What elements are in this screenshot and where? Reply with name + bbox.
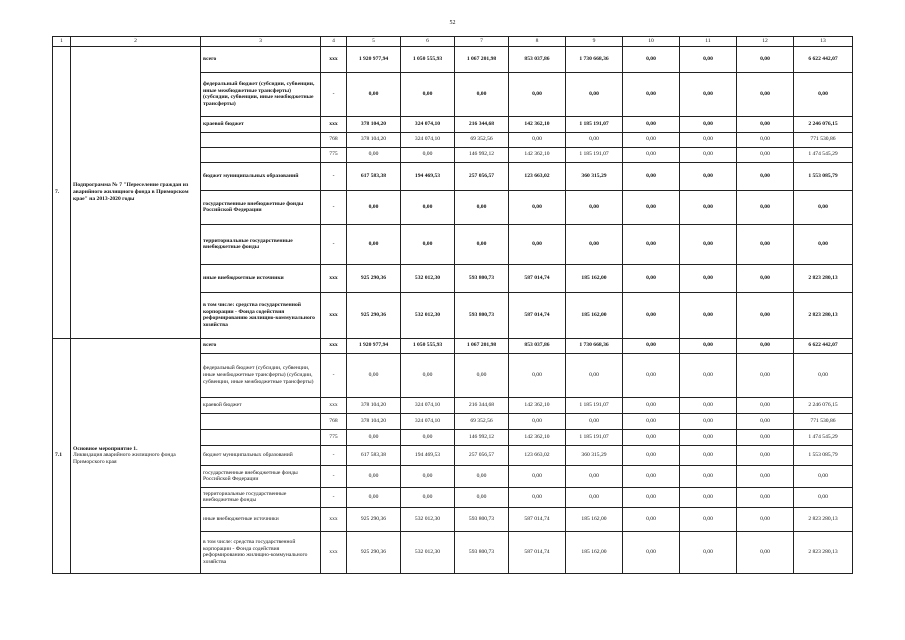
year-amount: 146 992,12 — [455, 429, 509, 445]
year-amount: 146 992,12 — [455, 147, 509, 162]
table-row — [53, 46, 853, 72]
year-amount: 0,00 — [509, 72, 566, 116]
year-amount: 0,00 — [680, 116, 737, 132]
budget-code: - — [321, 190, 347, 224]
budget-code: ххх — [321, 264, 347, 292]
column-number-cell: 4 — [321, 37, 347, 47]
total-amount: 0,00 — [794, 465, 853, 487]
year-amount: 0,00 — [737, 162, 794, 190]
year-amount: 0,00 — [347, 72, 401, 116]
year-amount: 593 800,73 — [455, 264, 509, 292]
year-amount: 532 012,30 — [401, 264, 455, 292]
year-amount: 0,00 — [680, 224, 737, 264]
column-number-cell: 6 — [401, 37, 455, 47]
year-amount: 1 185 191,07 — [566, 147, 623, 162]
year-amount: 0,00 — [737, 397, 794, 413]
year-amount: 0,00 — [566, 224, 623, 264]
year-amount: 0,00 — [680, 353, 737, 397]
year-amount: 925 290,36 — [347, 292, 401, 338]
year-amount: 1 050 555,93 — [401, 46, 455, 72]
year-amount: 0,00 — [566, 132, 623, 147]
year-amount: 593 800,73 — [455, 292, 509, 338]
year-amount: 0,00 — [566, 465, 623, 487]
funding-source: территориальные государственные внебюджетные фонды — [201, 487, 321, 507]
year-amount: 0,00 — [623, 116, 680, 132]
year-amount: 0,00 — [623, 429, 680, 445]
funding-source: государственные внебюджетные фонды Российской Федерации — [201, 190, 321, 224]
year-amount: 142 362,10 — [509, 397, 566, 413]
table-row — [53, 338, 853, 353]
year-amount: 194 469,53 — [401, 445, 455, 465]
year-amount: 0,00 — [347, 147, 401, 162]
year-amount: 925 290,36 — [347, 264, 401, 292]
year-amount: 324 074,10 — [401, 413, 455, 429]
year-amount: 0,00 — [623, 132, 680, 147]
year-amount: 0,00 — [347, 487, 401, 507]
year-amount: 0,00 — [680, 507, 737, 531]
year-amount: 0,00 — [737, 264, 794, 292]
total-amount: 2 823 280,13 — [794, 264, 853, 292]
column-number-cell: 1 — [53, 37, 71, 47]
year-amount: 532 012,30 — [401, 531, 455, 573]
year-amount: 324 074,10 — [401, 116, 455, 132]
year-amount: 142 362,10 — [509, 147, 566, 162]
year-amount: 0,00 — [566, 413, 623, 429]
year-amount: 617 583,38 — [347, 162, 401, 190]
total-amount: 1 474 545,29 — [794, 147, 853, 162]
budget-code: - — [321, 72, 347, 116]
budget-code: - — [321, 487, 347, 507]
funding-source — [201, 147, 321, 162]
year-amount: 69 352,56 — [455, 413, 509, 429]
year-amount: 378 104,20 — [347, 413, 401, 429]
year-amount: 0,00 — [347, 429, 401, 445]
budget-code: 768 — [321, 413, 347, 429]
year-amount: 925 290,36 — [347, 507, 401, 531]
year-amount: 0,00 — [680, 445, 737, 465]
year-amount: 0,00 — [455, 190, 509, 224]
total-amount: 1 553 085,79 — [794, 162, 853, 190]
total-amount: 2 823 280,13 — [794, 292, 853, 338]
year-amount: 0,00 — [455, 465, 509, 487]
total-amount: 2 246 076,15 — [794, 116, 853, 132]
year-amount: 0,00 — [509, 353, 566, 397]
year-amount: 378 104,20 — [347, 397, 401, 413]
funding-source: краевой бюджет — [201, 116, 321, 132]
year-amount: 0,00 — [737, 46, 794, 72]
funding-source: иные внебюджетные источники — [201, 507, 321, 531]
year-amount: 0,00 — [680, 72, 737, 116]
column-number-cell: 12 — [737, 37, 794, 47]
year-amount: 0,00 — [509, 465, 566, 487]
year-amount: 216 344,68 — [455, 397, 509, 413]
year-amount: 1 185 191,07 — [566, 429, 623, 445]
program-name: Подпрограмма № 7 "Переселение граждан из аварийного жилищного фонда в Приморском крае" на 2013-2020 годы — [71, 46, 201, 338]
year-amount: 0,00 — [737, 465, 794, 487]
year-amount: 0,00 — [623, 264, 680, 292]
year-amount: 0,00 — [509, 487, 566, 507]
year-amount: 593 800,73 — [455, 531, 509, 573]
program-name — [71, 338, 201, 573]
year-amount: 324 074,10 — [401, 397, 455, 413]
total-amount: 771 530,86 — [794, 413, 853, 429]
year-amount: 0,00 — [623, 465, 680, 487]
year-amount: 0,00 — [737, 353, 794, 397]
year-amount: 0,00 — [680, 397, 737, 413]
year-amount: 0,00 — [623, 487, 680, 507]
year-amount: 587 014,74 — [509, 292, 566, 338]
year-amount: 925 290,36 — [347, 531, 401, 573]
year-amount: 257 056,57 — [455, 162, 509, 190]
year-amount: 0,00 — [737, 507, 794, 531]
year-amount: 0,00 — [623, 72, 680, 116]
budget-code: ххх — [321, 338, 347, 353]
column-number-cell: 2 — [71, 37, 201, 47]
year-amount: 587 014,74 — [509, 507, 566, 531]
year-amount: 0,00 — [737, 132, 794, 147]
column-number-cell: 11 — [680, 37, 737, 47]
year-amount: 0,00 — [623, 224, 680, 264]
total-amount: 0,00 — [794, 72, 853, 116]
year-amount: 0,00 — [401, 429, 455, 445]
budget-code: - — [321, 445, 347, 465]
budget-code: ххх — [321, 531, 347, 573]
year-amount: 0,00 — [737, 487, 794, 507]
column-number-cell: 13 — [794, 37, 853, 47]
year-amount: 0,00 — [347, 190, 401, 224]
budget-code: - — [321, 353, 347, 397]
year-amount: 360 315,29 — [566, 162, 623, 190]
year-amount: 378 104,20 — [347, 132, 401, 147]
budget-code: ххх — [321, 507, 347, 531]
funding-source: иные внебюджетные источники — [201, 264, 321, 292]
column-number-row — [53, 37, 853, 47]
budget-code: ххх — [321, 292, 347, 338]
year-amount: 0,00 — [623, 147, 680, 162]
budget-code: ххх — [321, 116, 347, 132]
year-amount: 0,00 — [737, 190, 794, 224]
funding-source — [201, 429, 321, 445]
program-name-title: Основное мероприятие 1. — [73, 445, 138, 452]
year-amount: 853 037,86 — [509, 46, 566, 72]
year-amount: 0,00 — [509, 224, 566, 264]
funding-source: территориальные государственные внебюджетные фонды — [201, 224, 321, 264]
year-amount: 0,00 — [680, 292, 737, 338]
year-amount: 0,00 — [680, 162, 737, 190]
year-amount: 0,00 — [680, 132, 737, 147]
budget-code: - — [321, 465, 347, 487]
year-amount: 0,00 — [455, 353, 509, 397]
year-amount: 0,00 — [623, 445, 680, 465]
total-amount: 0,00 — [794, 487, 853, 507]
funding-source: бюджет муниципальных образований — [201, 162, 321, 190]
year-amount: 0,00 — [737, 147, 794, 162]
year-amount: 0,00 — [455, 487, 509, 507]
total-amount: 0,00 — [794, 353, 853, 397]
total-amount: 771 530,86 — [794, 132, 853, 147]
year-amount: 1 920 977,94 — [347, 46, 401, 72]
year-amount: 587 014,74 — [509, 531, 566, 573]
year-amount: 69 352,56 — [455, 132, 509, 147]
funding-source: краевой бюджет — [201, 397, 321, 413]
year-amount: 0,00 — [680, 429, 737, 445]
year-amount: 0,00 — [623, 190, 680, 224]
program-name-text: Ликвидация аварийного жилищного фонда Приморского края — [73, 452, 176, 466]
row-index: 7. — [53, 46, 71, 338]
column-number-cell: 8 — [509, 37, 566, 47]
column-number-cell: 5 — [347, 37, 401, 47]
funding-source: федеральный бюджет (субсидии, субвенции, иные межбюджетные трансферты) (субсидии, субвенции, иные межбюджетные трансферты) — [201, 353, 321, 397]
year-amount: 185 162,00 — [566, 292, 623, 338]
funding-source: всего — [201, 338, 321, 353]
year-amount: 142 362,10 — [509, 429, 566, 445]
year-amount: 532 012,30 — [401, 292, 455, 338]
year-amount: 0,00 — [509, 190, 566, 224]
total-amount: 6 622 442,07 — [794, 46, 853, 72]
total-amount: 2 823 280,13 — [794, 507, 853, 531]
year-amount: 123 663,02 — [509, 162, 566, 190]
year-amount: 0,00 — [455, 224, 509, 264]
year-amount: 0,00 — [680, 190, 737, 224]
year-amount: 378 104,20 — [347, 116, 401, 132]
financing-table — [52, 36, 853, 574]
budget-code: - — [321, 224, 347, 264]
year-amount: 0,00 — [680, 264, 737, 292]
column-number-cell: 9 — [566, 37, 623, 47]
year-amount: 1 185 191,07 — [566, 116, 623, 132]
total-amount: 1 474 545,29 — [794, 429, 853, 445]
year-amount: 0,00 — [623, 162, 680, 190]
year-amount: 324 074,10 — [401, 132, 455, 147]
year-amount: 0,00 — [680, 338, 737, 353]
year-amount: 0,00 — [401, 72, 455, 116]
year-amount: 1 067 201,98 — [455, 46, 509, 72]
year-amount: 0,00 — [347, 353, 401, 397]
year-amount: 0,00 — [455, 72, 509, 116]
year-amount: 257 056,57 — [455, 445, 509, 465]
year-amount: 1 050 555,93 — [401, 338, 455, 353]
year-amount: 0,00 — [566, 487, 623, 507]
year-amount: 185 162,00 — [566, 264, 623, 292]
year-amount: 0,00 — [680, 147, 737, 162]
year-amount: 185 162,00 — [566, 531, 623, 573]
year-amount: 0,00 — [680, 46, 737, 72]
year-amount: 0,00 — [623, 413, 680, 429]
funding-source: государственные внебюджетные фонды Российской Федерации — [201, 465, 321, 487]
year-amount: 0,00 — [623, 353, 680, 397]
total-amount: 2 246 076,15 — [794, 397, 853, 413]
year-amount: 1 730 668,36 — [566, 46, 623, 72]
year-amount: 0,00 — [680, 465, 737, 487]
year-amount: 0,00 — [737, 72, 794, 116]
budget-code: 775 — [321, 147, 347, 162]
budget-code: 768 — [321, 132, 347, 147]
year-amount: 0,00 — [623, 46, 680, 72]
year-amount: 0,00 — [623, 507, 680, 531]
funding-source — [201, 132, 321, 147]
year-amount: 0,00 — [737, 413, 794, 429]
year-amount: 1 185 191,07 — [566, 397, 623, 413]
year-amount: 0,00 — [623, 338, 680, 353]
year-amount: 0,00 — [623, 531, 680, 573]
year-amount: 216 344,68 — [455, 116, 509, 132]
budget-code: - — [321, 162, 347, 190]
year-amount: 617 583,38 — [347, 445, 401, 465]
year-amount: 0,00 — [623, 397, 680, 413]
year-amount: 360 315,29 — [566, 445, 623, 465]
year-amount: 0,00 — [401, 353, 455, 397]
total-amount: 1 553 085,79 — [794, 445, 853, 465]
total-amount: 6 622 442,07 — [794, 338, 853, 353]
year-amount: 1 730 668,36 — [566, 338, 623, 353]
year-amount: 0,00 — [737, 531, 794, 573]
year-amount: 0,00 — [737, 429, 794, 445]
column-number-cell: 10 — [623, 37, 680, 47]
year-amount: 0,00 — [680, 487, 737, 507]
year-amount: 0,00 — [509, 413, 566, 429]
year-amount: 0,00 — [566, 353, 623, 397]
year-amount: 0,00 — [401, 487, 455, 507]
column-number-cell: 3 — [201, 37, 321, 47]
year-amount: 0,00 — [680, 531, 737, 573]
funding-source — [201, 413, 321, 429]
year-amount: 0,00 — [347, 224, 401, 264]
year-amount: 0,00 — [680, 413, 737, 429]
year-amount: 0,00 — [401, 190, 455, 224]
year-amount: 0,00 — [509, 132, 566, 147]
year-amount: 587 014,74 — [509, 264, 566, 292]
year-amount: 1 920 977,94 — [347, 338, 401, 353]
year-amount: 0,00 — [347, 465, 401, 487]
year-amount: 0,00 — [737, 338, 794, 353]
year-amount: 194 469,53 — [401, 162, 455, 190]
year-amount: 123 663,02 — [509, 445, 566, 465]
budget-code: ххх — [321, 397, 347, 413]
year-amount: 0,00 — [623, 292, 680, 338]
year-amount: 1 067 201,98 — [455, 338, 509, 353]
year-amount: 0,00 — [401, 147, 455, 162]
year-amount: 0,00 — [566, 72, 623, 116]
year-amount: 532 012,30 — [401, 507, 455, 531]
year-amount: 185 162,00 — [566, 507, 623, 531]
year-amount: 0,00 — [401, 224, 455, 264]
year-amount: 853 037,86 — [509, 338, 566, 353]
funding-source: бюджет муниципальных образований — [201, 445, 321, 465]
year-amount: 0,00 — [566, 190, 623, 224]
year-amount: 0,00 — [737, 116, 794, 132]
column-number-cell: 7 — [455, 37, 509, 47]
total-amount: 2 823 280,13 — [794, 531, 853, 573]
table-body — [53, 37, 853, 574]
funding-source: федеральный бюджет (субсидии, субвенции, иные межбюджетные трансферты) (субсидии, субвенции, иные межбюджетные трансферты) — [201, 72, 321, 116]
total-amount: 0,00 — [794, 224, 853, 264]
page-number: 52 — [449, 20, 456, 26]
total-amount: 0,00 — [794, 190, 853, 224]
year-amount: 593 800,73 — [455, 507, 509, 531]
funding-source: всего — [201, 46, 321, 72]
funding-source: в том числе: средства государственной корпорации - Фонда содействия реформированию жилищно-коммунального хозяйства — [201, 292, 321, 338]
year-amount: 0,00 — [737, 445, 794, 465]
year-amount: 0,00 — [737, 224, 794, 264]
year-amount: 0,00 — [401, 465, 455, 487]
row-index: 7.1 — [53, 338, 71, 573]
budget-code: ххх — [321, 46, 347, 72]
budget-code: 775 — [321, 429, 347, 445]
funding-source: в том числе: средства государственной корпорации - Фонда содействия реформированию жилищно-коммунального хозяйства — [201, 531, 321, 573]
year-amount: 142 362,10 — [509, 116, 566, 132]
year-amount: 0,00 — [737, 292, 794, 338]
